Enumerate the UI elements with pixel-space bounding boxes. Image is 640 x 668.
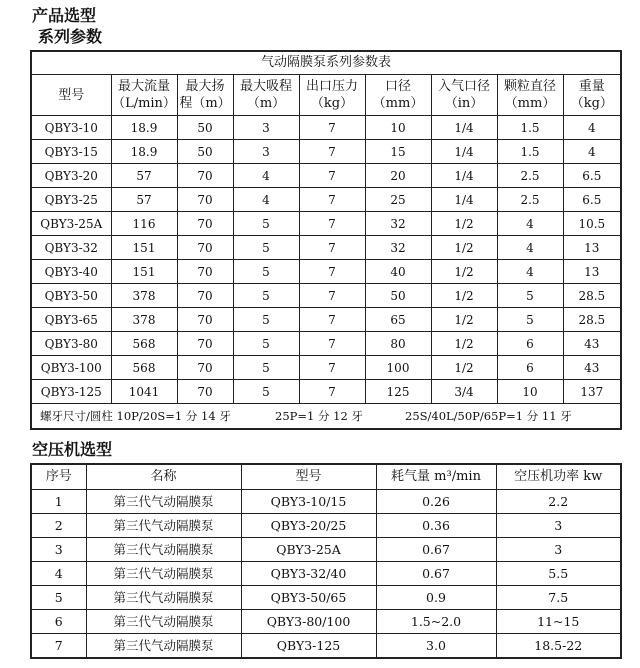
value-cell: 5	[233, 236, 299, 260]
value-cell: 70	[177, 284, 233, 308]
value-cell: 1.5	[497, 116, 563, 140]
value-cell: 5	[233, 380, 299, 404]
table-row	[31, 356, 621, 380]
compressor-cell: QBY3-125	[241, 634, 376, 659]
value-cell: 568	[111, 356, 177, 380]
value-cell: 6.5	[563, 164, 621, 188]
header-line: （kg）	[570, 96, 613, 111]
model-cell: QBY3-50	[31, 284, 111, 308]
value-cell: 5	[233, 212, 299, 236]
table-row	[31, 514, 621, 538]
value-cell: 5	[233, 332, 299, 356]
compressor-cell: 0.67	[376, 562, 496, 586]
compressor-cell: 第三代气动隔膜泵	[86, 514, 241, 538]
compressor-cell: QBY3-32/40	[241, 562, 376, 586]
value-cell: 4	[233, 164, 299, 188]
pump-params-table	[30, 50, 622, 430]
compressor-cell: 2	[31, 514, 86, 538]
value-cell: 28.5	[563, 308, 621, 332]
value-cell: 7	[299, 308, 365, 332]
header-line: （kg）	[310, 96, 354, 111]
compressor-cell: 0.67	[376, 538, 496, 562]
pump-table-header-cell	[111, 75, 177, 116]
compressor-table	[30, 463, 622, 659]
compressor-cell: 7	[31, 634, 86, 659]
compressor-cell: 3.0	[376, 634, 496, 659]
compressor-cell: QBY3-80/100	[241, 610, 376, 634]
value-cell: 5	[497, 308, 563, 332]
value-cell: 57	[111, 188, 177, 212]
value-cell: 4	[497, 236, 563, 260]
pump-table-header-cell	[177, 75, 233, 116]
compressor-cell: 5	[31, 586, 86, 610]
header-line: （mm）	[372, 96, 424, 111]
value-cell: 378	[111, 284, 177, 308]
model-cell: QBY3-15	[31, 140, 111, 164]
model-cell: QBY3-25A	[31, 212, 111, 236]
compressor-cell: 第三代气动隔膜泵	[86, 634, 241, 659]
value-cell: 7	[299, 284, 365, 308]
value-cell: 1041	[111, 380, 177, 404]
compressor-table-header-cell: 名称	[86, 464, 241, 490]
table-row	[31, 332, 621, 356]
header-line: 出口压力	[305, 79, 358, 94]
value-cell: 4	[497, 212, 563, 236]
value-cell: 6.5	[563, 188, 621, 212]
table-row	[31, 380, 621, 404]
value-cell: 13	[563, 236, 621, 260]
value-cell: 3	[233, 140, 299, 164]
compressor-cell: 1.5~2.0	[376, 610, 496, 634]
header-line: 最大扬	[185, 79, 225, 94]
compressor-cell: 18.5-22	[496, 634, 621, 659]
value-cell: 151	[111, 236, 177, 260]
header-line: 颗粒直径	[503, 79, 556, 94]
value-cell: 7	[299, 260, 365, 284]
table-row	[31, 236, 621, 260]
header-line: （m）	[246, 96, 286, 111]
header-line: （mm）	[504, 96, 556, 111]
value-cell: 2.5	[497, 188, 563, 212]
header-line: （in）	[444, 96, 484, 111]
heading-product-selection: 产品选型	[32, 6, 97, 25]
value-cell: 7	[299, 236, 365, 260]
value-cell: 32	[365, 212, 431, 236]
value-cell: 7	[299, 116, 365, 140]
compressor-cell: QBY3-50/65	[241, 586, 376, 610]
value-cell: 70	[177, 260, 233, 284]
value-cell: 3	[233, 116, 299, 140]
value-cell: 50	[177, 140, 233, 164]
value-cell: 18.9	[111, 116, 177, 140]
value-cell: 43	[563, 332, 621, 356]
compressor-cell: 3	[496, 538, 621, 562]
header-line: 程（m）	[179, 96, 231, 111]
value-cell: 568	[111, 332, 177, 356]
table-row	[31, 586, 621, 610]
value-cell: 5	[233, 284, 299, 308]
compressor-table-header-cell: 型号	[241, 464, 376, 490]
model-cell: QBY3-80	[31, 332, 111, 356]
value-cell: 40	[365, 260, 431, 284]
value-cell: 1/2	[431, 284, 497, 308]
value-cell: 70	[177, 164, 233, 188]
heading-series-params: 系列参数	[38, 27, 103, 46]
value-cell: 70	[177, 236, 233, 260]
model-cell: QBY3-125	[31, 380, 111, 404]
value-cell: 4	[563, 116, 621, 140]
value-cell: 1/4	[431, 188, 497, 212]
table-row	[31, 188, 621, 212]
compressor-cell: 11~15	[496, 610, 621, 634]
compressor-cell: 0.26	[376, 490, 496, 514]
compressor-cell: 5.5	[496, 562, 621, 586]
note-part-2: 25P=1 分 12 牙	[275, 409, 363, 423]
value-cell: 5	[233, 356, 299, 380]
value-cell: 70	[177, 308, 233, 332]
value-cell: 10	[365, 116, 431, 140]
value-cell: 28.5	[563, 284, 621, 308]
value-cell: 1/2	[431, 236, 497, 260]
value-cell: 100	[365, 356, 431, 380]
value-cell: 10.5	[563, 212, 621, 236]
value-cell: 7	[299, 212, 365, 236]
value-cell: 151	[111, 260, 177, 284]
header-line: 最大流量	[117, 79, 170, 94]
value-cell: 116	[111, 212, 177, 236]
model-cell: QBY3-10	[31, 116, 111, 140]
table-row	[31, 538, 621, 562]
value-cell: 7	[299, 140, 365, 164]
compressor-table-header-cell: 空压机功率 kw	[496, 464, 621, 490]
value-cell: 5	[497, 284, 563, 308]
compressor-cell: 0.36	[376, 514, 496, 538]
value-cell: 4	[563, 140, 621, 164]
value-cell: 2.5	[497, 164, 563, 188]
value-cell: 137	[563, 380, 621, 404]
note-part-1: 螺牙尺寸/圆柱 10P/20S=1 分 14 牙	[40, 409, 231, 423]
compressor-cell: 6	[31, 610, 86, 634]
value-cell: 1/4	[431, 140, 497, 164]
value-cell: 3/4	[431, 380, 497, 404]
compressor-cell: 7.5	[496, 586, 621, 610]
compressor-cell: QBY3-25A	[241, 538, 376, 562]
compressor-cell: 0.9	[376, 586, 496, 610]
value-cell: 43	[563, 356, 621, 380]
table-row	[31, 562, 621, 586]
value-cell: 70	[177, 356, 233, 380]
pump-table-header-row	[31, 75, 621, 116]
value-cell: 50	[177, 116, 233, 140]
value-cell: 50	[365, 284, 431, 308]
value-cell: 15	[365, 140, 431, 164]
compressor-cell: 第三代气动隔膜泵	[86, 586, 241, 610]
compressor-table-header-cell: 序号	[31, 464, 86, 490]
value-cell: 7	[299, 356, 365, 380]
note-part-3: 25S/40L/50P/65P=1 分 11 牙	[405, 409, 572, 423]
table-row	[31, 164, 621, 188]
pump-table-header-cell	[431, 75, 497, 116]
value-cell: 7	[299, 188, 365, 212]
value-cell: 70	[177, 380, 233, 404]
value-cell: 7	[299, 380, 365, 404]
value-cell: 5	[233, 260, 299, 284]
value-cell: 70	[177, 188, 233, 212]
header-line: 口径	[384, 79, 411, 94]
value-cell: 65	[365, 308, 431, 332]
header-line: 最大吸程	[239, 79, 292, 94]
value-cell: 70	[177, 332, 233, 356]
value-cell: 1/2	[431, 260, 497, 284]
pump-table-header-cell	[365, 75, 431, 116]
value-cell: 1/2	[431, 212, 497, 236]
value-cell: 1/2	[431, 332, 497, 356]
table-row	[31, 212, 621, 236]
value-cell: 1/2	[431, 356, 497, 380]
value-cell: 70	[177, 212, 233, 236]
value-cell: 10	[497, 380, 563, 404]
value-cell: 32	[365, 236, 431, 260]
value-cell: 1/4	[431, 164, 497, 188]
model-cell: QBY3-100	[31, 356, 111, 380]
model-cell: QBY3-25	[31, 188, 111, 212]
value-cell: 5	[233, 308, 299, 332]
header-line: 重量	[578, 79, 605, 94]
compressor-table-header-cell: 耗气量 m³/min	[376, 464, 496, 490]
value-cell: 57	[111, 164, 177, 188]
compressor-cell: 4	[31, 562, 86, 586]
table-row	[31, 490, 621, 514]
compressor-cell: 第三代气动隔膜泵	[86, 610, 241, 634]
table-row	[31, 284, 621, 308]
value-cell: 6	[497, 356, 563, 380]
compressor-cell: 3	[496, 514, 621, 538]
table-row	[31, 308, 621, 332]
table-row	[31, 610, 621, 634]
compressor-table-header-row	[31, 464, 621, 490]
header-line: 入气口径	[437, 79, 490, 94]
table-row	[31, 634, 621, 659]
header-line: （L/min）	[112, 96, 176, 111]
pump-table-header-cell	[299, 75, 365, 116]
value-cell: 125	[365, 380, 431, 404]
compressor-cell: 2.2	[496, 490, 621, 514]
value-cell: 20	[365, 164, 431, 188]
compressor-cell: 第三代气动隔膜泵	[86, 538, 241, 562]
value-cell: 7	[299, 164, 365, 188]
value-cell: 7	[299, 332, 365, 356]
value-cell: 4	[497, 260, 563, 284]
table-row	[31, 116, 621, 140]
pump-table-header-cell	[497, 75, 563, 116]
pump-table-header-cell	[233, 75, 299, 116]
model-cell: QBY3-20	[31, 164, 111, 188]
table-row	[31, 140, 621, 164]
value-cell: 1.5	[497, 140, 563, 164]
pump-table-header-cell	[31, 75, 111, 116]
value-cell: 6	[497, 332, 563, 356]
compressor-cell: QBY3-20/25	[241, 514, 376, 538]
compressor-cell: 3	[31, 538, 86, 562]
value-cell: 80	[365, 332, 431, 356]
value-cell: 18.9	[111, 140, 177, 164]
value-cell: 378	[111, 308, 177, 332]
model-cell: QBY3-65	[31, 308, 111, 332]
compressor-cell: 第三代气动隔膜泵	[86, 562, 241, 586]
heading-compressor: 空压机选型	[32, 440, 113, 459]
value-cell: 1/4	[431, 116, 497, 140]
pump-table-caption: 气动隔膜泵系列参数表	[31, 51, 621, 75]
table-row	[31, 260, 621, 284]
compressor-cell: QBY3-10/15	[241, 490, 376, 514]
model-cell: QBY3-40	[31, 260, 111, 284]
thread-size-note	[31, 404, 621, 430]
value-cell: 25	[365, 188, 431, 212]
compressor-cell: 1	[31, 490, 86, 514]
value-cell: 1/2	[431, 308, 497, 332]
value-cell: 4	[233, 188, 299, 212]
header-line: 型号	[58, 87, 85, 103]
pump-table-header-cell	[563, 75, 621, 116]
model-cell: QBY3-32	[31, 236, 111, 260]
compressor-cell: 第三代气动隔膜泵	[86, 490, 241, 514]
value-cell: 13	[563, 260, 621, 284]
